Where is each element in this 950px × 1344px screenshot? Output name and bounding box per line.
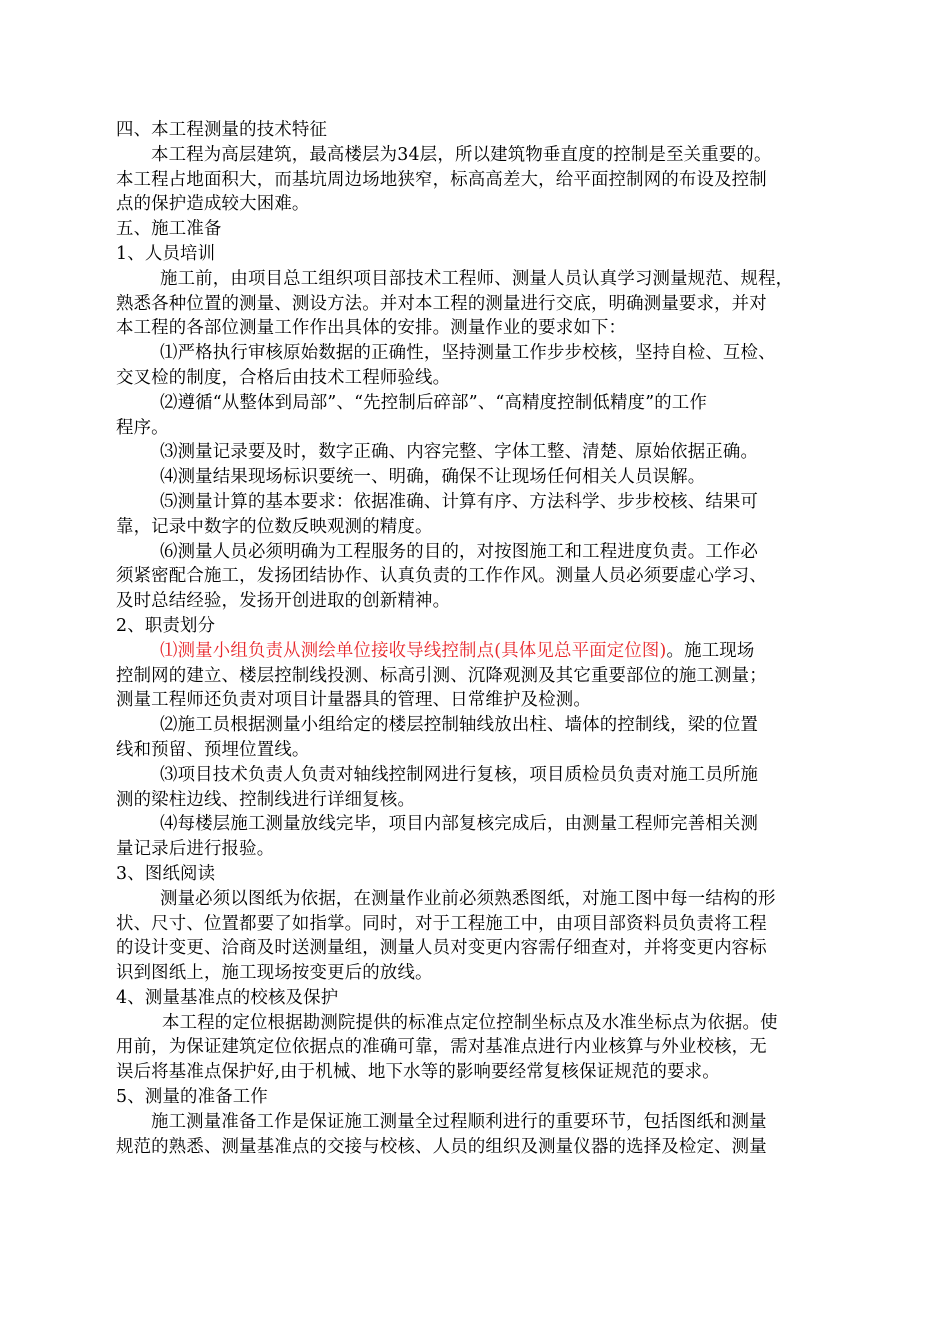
paragraph-line: 熟悉各种位置的测量、测设方法。并对本工程的测量进行交底，明确测量要求，并对 [116,293,767,314]
list-item-line: ⑶测量记录要及时，数字正确、内容完整、字体工整、清楚、原始依据正确。 [160,442,759,463]
list-item-line: 量记录后进行报验。 [116,839,275,860]
paragraph-line: 点的保护造成较大困难。 [116,194,310,215]
list-item-line: 须紧密配合施工，发扬团结协作、认真负责的工作作风。测量人员必须要虚心学习、 [116,566,767,587]
list-item-line: ⑷测量结果现场标识要统一、明确，确保不让现场任何相关人员误解。 [160,467,706,488]
item-number: ⑴ [160,640,178,661]
list-item-line: 测量工程师还负责对项目计量器具的管理、日常维护及检测。 [116,690,591,711]
list-item-line: 控制网的建立、楼层控制线投测、标高引测、沉降观测及其它重要部位的施工测量； [116,665,767,686]
list-item-line: ⑴严格执行审核原始数据的正确性，坚持测量工作步步校核，坚持自检、互检、 [160,343,776,364]
subsection-heading-1: 1、人员培训 [116,243,216,264]
list-item-text: 。施工现场 [666,640,755,661]
list-item-line: ⑸测量计算的基本要求：依据准确、计算有序、方法科学、步步校核、结果可 [160,491,759,512]
paragraph-line: 规范的熟悉、测量基准点的交接与校核、人员的组织及测量仪器的选择及检定、测量 [116,1136,767,1157]
list-item-line: 测的梁柱边线、控制线进行详细复核。 [116,789,416,810]
list-item-line: ⑵遵循“从整体到局部”、“先控制后碎部”、“高精度控制低精度”的工作 [160,392,708,413]
list-item-line: 程序。 [116,417,169,438]
paragraph-line: 测量必须以图纸为依据，在测量作业前必须熟悉图纸，对施工图中每一结构的形 [160,888,776,909]
list-item-line: 靠，记录中数字的位数反映观测的精度。 [116,516,433,537]
subsection-heading-5: 5、测量的准备工作 [116,1087,268,1108]
highlighted-text: 测量小组负责从测绘单位接收导线控制点(具体见总平面定位图) [177,640,667,661]
list-item-line: ⑷每楼层施工测量放线完毕，项目内部复核完成后，由测量工程师完善相关测 [160,814,759,835]
list-item-line: ⑹测量人员必须明确为工程服务的目的，对按图施工和工程进度负责。工作必 [160,541,759,562]
paragraph-line: 误后将基准点保护好,由于机械、地下水等的影响要经常复核保证规范的要求。 [116,1062,720,1083]
paragraph-line: 本工程占地面积大，而基坑周边场地狭窄，标高高差大，给平面控制网的布设及控制 [116,169,767,190]
paragraph-line: 本工程的各部位测量工作作出具体的安排。测量作业的要求如下： [116,318,627,339]
section-heading-4: 四、本工程测量的技术特征 [116,120,328,140]
paragraph-line: 状、尺寸、位置都要了如指掌。同时，对于工程施工中，由项目部资料员负责将工程 [116,913,767,934]
subsection-heading-3: 3、图纸阅读 [116,863,216,884]
list-item-line: ⑶项目技术负责人负责对轴线控制网进行复核，项目质检员负责对施工员所施 [160,764,759,785]
list-item-line [116,639,838,664]
paragraph-line: 施工测量准备工作是保证施工测量全过程顺利进行的重要环节，包括图纸和测量 [151,1111,767,1132]
paragraph-line: 用前，为保证建筑定位依据点的准确可靠，需对基准点进行内业核算与外业校核，无 [116,1037,767,1058]
paragraph-line: 施工前，由项目总工组织项目部技术工程师、测量人员认真学习测量规范、规程， [160,268,794,289]
subsection-heading-4: 4、测量基准点的校核及保护 [116,987,339,1008]
paragraph-line: 本工程的定位根据勘测院提供的标准点定位控制坐标点及水准坐标点为依据。使 [162,1012,778,1033]
paragraph-line: 识到图纸上，施工现场按变更后的放线。 [116,963,433,984]
list-item-line: 线和预留、预埋位置线。 [116,739,310,760]
subsection-heading-2: 2、职责划分 [116,615,216,636]
list-item-line: ⑵施工员根据测量小组给定的楼层控制轴线放出柱、墙体的控制线，梁的位置 [160,715,759,736]
paragraph-line: 本工程为高层建筑，最高楼层为34层，所以建筑物垂直度的控制是至关重要的。 [151,144,772,165]
section-heading-5: 五、施工准备 [116,219,222,240]
list-item-line: 交叉检的制度，合格后由技术工程师验线。 [116,367,451,388]
document-body [116,118,838,1159]
list-item-line: 及时总结经验，发扬开创进取的创新精神。 [116,591,451,612]
paragraph-line: 的设计变更、洽商及时送测量组，测量人员对变更内容需仔细查对，并将变更内容标 [116,938,767,959]
